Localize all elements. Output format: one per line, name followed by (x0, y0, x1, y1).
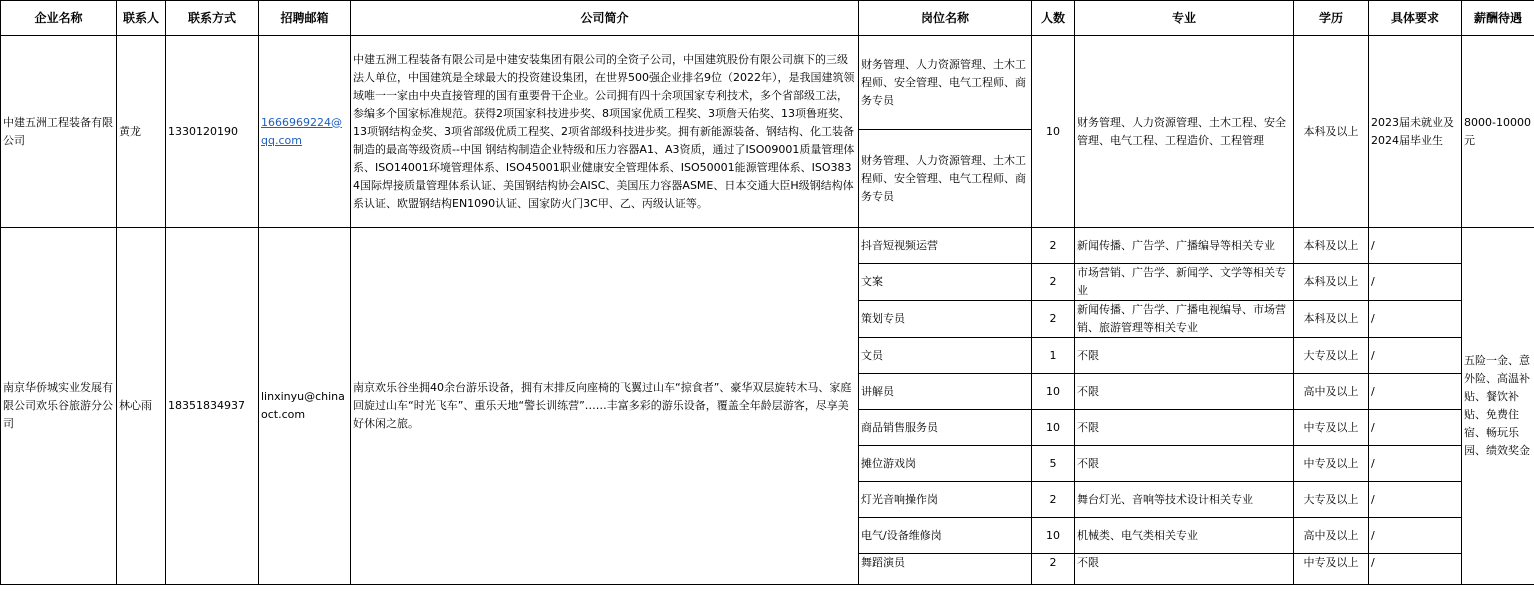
major[interactable]: 财务管理、人力资源管理、土木工程、安全管理、电气工程、工程造价、工程管理 (1075, 36, 1294, 228)
position-name[interactable]: 讲解员 (859, 374, 1032, 410)
headcount[interactable]: 10 (1032, 410, 1075, 446)
requirements[interactable]: / (1369, 554, 1462, 585)
position-name[interactable]: 抖音短视频运营 (859, 228, 1032, 264)
headcount[interactable]: 1 (1032, 338, 1075, 374)
position-name[interactable]: 文员 (859, 338, 1032, 374)
table-row (1, 228, 1534, 264)
major[interactable]: 舞台灯光、音响等技术设计相关专业 (1075, 482, 1294, 518)
contact-name[interactable]: 林心雨 (117, 228, 166, 585)
position-name[interactable]: 电气/设备维修岗 (859, 518, 1032, 554)
headcount[interactable]: 10 (1032, 518, 1075, 554)
headcount[interactable]: 10 (1032, 374, 1075, 410)
major[interactable]: 不限 (1075, 446, 1294, 482)
requirements[interactable]: / (1369, 228, 1462, 264)
major[interactable]: 不限 (1075, 338, 1294, 374)
education[interactable]: 高中及以上 (1294, 374, 1369, 410)
requirements[interactable]: / (1369, 482, 1462, 518)
education[interactable]: 大专及以上 (1294, 338, 1369, 374)
col-major[interactable]: 专业 (1075, 1, 1294, 36)
table-row (1, 36, 1534, 130)
position-name[interactable]: 财务管理、人力资源管理、土木工程师、安全管理、电气工程师、商务专员 (859, 36, 1032, 130)
education[interactable]: 本科及以上 (1294, 264, 1369, 301)
col-company-name[interactable]: 企业名称 (1, 1, 117, 36)
headcount[interactable]: 10 (1032, 36, 1075, 228)
col-intro[interactable]: 公司简介 (351, 1, 859, 36)
requirements[interactable]: / (1369, 374, 1462, 410)
requirements[interactable]: / (1369, 338, 1462, 374)
salary[interactable]: 五险一金、意外险、高温补贴、餐饮补贴、免费住宿、畅玩乐园、绩效奖金 (1462, 228, 1534, 585)
headcount[interactable]: 2 (1032, 264, 1075, 301)
requirements[interactable]: / (1369, 446, 1462, 482)
col-phone[interactable]: 联系方式 (166, 1, 259, 36)
company-name[interactable]: 中建五洲工程装备有限公司 (1, 36, 117, 228)
requirements[interactable]: / (1369, 264, 1462, 301)
email-link[interactable]: 1666969224@qq.com (259, 36, 351, 228)
col-education[interactable]: 学历 (1294, 1, 1369, 36)
col-email[interactable]: 招聘邮箱 (259, 1, 351, 36)
education[interactable]: 中专及以上 (1294, 410, 1369, 446)
salary[interactable]: 8000-10000元 (1462, 36, 1534, 228)
position-name[interactable]: 财务管理、人力资源管理、土木工程师、安全管理、电气工程师、商务专员 (859, 130, 1032, 228)
position-name[interactable]: 商品销售服务员 (859, 410, 1032, 446)
contact-phone[interactable]: 1330120190 (166, 36, 259, 228)
major[interactable]: 不限 (1075, 410, 1294, 446)
col-position[interactable]: 岗位名称 (859, 1, 1032, 36)
education[interactable]: 高中及以上 (1294, 518, 1369, 554)
col-requirements[interactable]: 具体要求 (1369, 1, 1462, 36)
major[interactable]: 新闻传播、广告学、广播编导等相关专业 (1075, 228, 1294, 264)
col-count[interactable]: 人数 (1032, 1, 1075, 36)
position-name[interactable]: 舞蹈演员 (859, 554, 1032, 585)
contact-name[interactable]: 黄龙 (117, 36, 166, 228)
requirements[interactable]: / (1369, 301, 1462, 338)
major[interactable]: 不限 (1075, 374, 1294, 410)
education[interactable]: 中专及以上 (1294, 446, 1369, 482)
company-intro[interactable]: 中建五洲工程装备有限公司是中建安装集团有限公司的全资子公司，中国建筑股份有限公司旗下的三级法人单位，中国建筑是全球最大的投资建设集团，在世界500强企业排名9位（2022年），是我国建筑领域唯一一家由中央直接管理的国有重要骨干企业。公司拥有四十余项国家专利技术，多个省部级工法，参编多个国家标准规范。获得2项国家科技进步奖、8项国家优质工程奖、3项詹天佑奖、13项鲁班奖、13项钢结构金奖、3项省部级优质工程奖、2项省部级科技进步奖。拥有新能源装备、钢结构、化工装备制造的最高等级资质--中国 钢结构制造企业特级和压力容器A1、A3资质，通过了ISO09001质量管理体系、ISO14001环境管理体系、ISO45001职业健康安全管理体系、ISO50001能源管理体系、ISO3834国际焊接质量管理体系认证、美国钢结构协会AISC、美国压力容器ASME、日本交通大臣H级钢结构体系认证、欧盟钢结构EN1090认证、国家防火门3C甲、乙、丙级认证等。 (351, 36, 859, 228)
headcount[interactable]: 2 (1032, 228, 1075, 264)
company-intro[interactable]: 南京欢乐谷坐拥40余台游乐设备，拥有末排反向座椅的飞翼过山车“掠食者”、豪华双层旋转木马、家庭回旋过山车“时光飞车”、重乐天地“警长训练营”……丰富多彩的游乐设备，覆盖全年龄层游客，尽享美好休闲之旅。 (351, 228, 859, 585)
position-name[interactable]: 灯光音响操作岗 (859, 482, 1032, 518)
education[interactable]: 中专及以上 (1294, 554, 1369, 585)
headcount[interactable]: 5 (1032, 446, 1075, 482)
headcount[interactable]: 2 (1032, 301, 1075, 338)
position-name[interactable]: 策划专员 (859, 301, 1032, 338)
education[interactable]: 本科及以上 (1294, 301, 1369, 338)
headcount[interactable]: 2 (1032, 554, 1075, 585)
requirements[interactable]: 2023届未就业及2024届毕业生 (1369, 36, 1462, 228)
position-name[interactable]: 摊位游戏岗 (859, 446, 1032, 482)
headcount[interactable]: 2 (1032, 482, 1075, 518)
contact-phone[interactable]: 18351834937 (166, 228, 259, 585)
major[interactable]: 不限 (1075, 554, 1294, 585)
major[interactable]: 新闻传播、广告学、广播电视编导、市场营销、旅游管理等相关专业 (1075, 301, 1294, 338)
company-name[interactable]: 南京华侨城实业发展有限公司欢乐谷旅游分公司 (1, 228, 117, 585)
col-salary[interactable]: 薪酬待遇 (1462, 1, 1534, 36)
education[interactable]: 本科及以上 (1294, 228, 1369, 264)
requirements[interactable]: / (1369, 518, 1462, 554)
requirements[interactable]: / (1369, 410, 1462, 446)
header-row (1, 1, 1534, 36)
education[interactable]: 本科及以上 (1294, 36, 1369, 228)
email-text[interactable]: linxinyu@chinaoct.com (259, 228, 351, 585)
major[interactable]: 市场营销、广告学、新闻学、文学等相关专业 (1075, 264, 1294, 301)
position-name[interactable]: 文案 (859, 264, 1032, 301)
major[interactable]: 机械类、电气类相关专业 (1075, 518, 1294, 554)
education[interactable]: 大专及以上 (1294, 482, 1369, 518)
col-contact[interactable]: 联系人 (117, 1, 166, 36)
